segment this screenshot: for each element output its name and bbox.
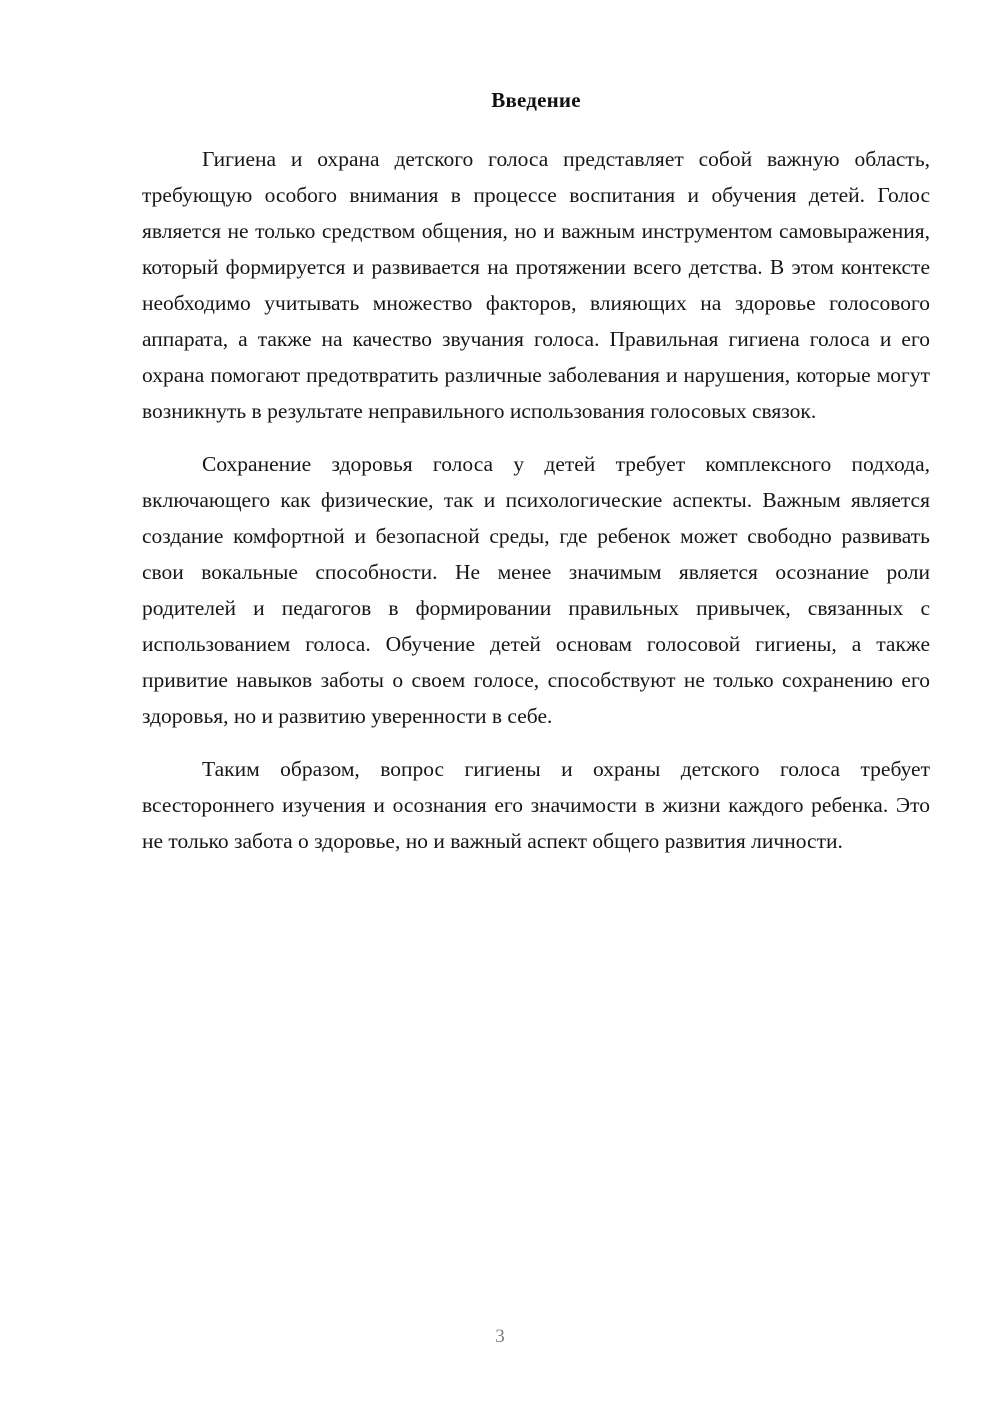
page-content	[142, 88, 930, 859]
page-title: Введение	[491, 88, 581, 112]
body-paragraph: Гигиена и охрана детского голоса представляет собой важную область, требующую особого внимания в процессе воспитания и обучения детей. Голос является не только средством общения, но и важным инструментом самовыражения, который формируется и развивается на протяжении всего детства. В этом контексте необходимо учитывать множество факторов, влияющих на здоровье голосового аппарата, а также на качество звучания голоса. Правильная гигиена голоса и его охрана помогают предотвратить различные заболевания и нарушения, которые могут возникнуть в результате неправильного использования голосовых связок.	[142, 147, 930, 423]
body-paragraph: Таким образом, вопрос гигиены и охраны детского голоса требует всестороннего изучения и осознания его значимости в жизни каждого ребенка. Это не только забота о здоровье, но и важный аспект общего развития личности.	[142, 757, 930, 853]
page-number: 3	[495, 1326, 505, 1347]
body-paragraph: Сохранение здоровья голоса у детей требует комплексного подхода, включающего как физические, так и психологические аспекты. Важным является создание комфортной и безопасной среды, где ребенок может свободно развивать свои вокальные способности. Не менее значимым является осознание роли родителей и педагогов в формировании правильных привычек, связанных с использованием голоса. Обучение детей основам голосовой гигиены, а также привитие навыков заботы о своем голосе, способствуют не только сохранению его здоровья, но и развитию уверенности в себе.	[142, 452, 930, 728]
